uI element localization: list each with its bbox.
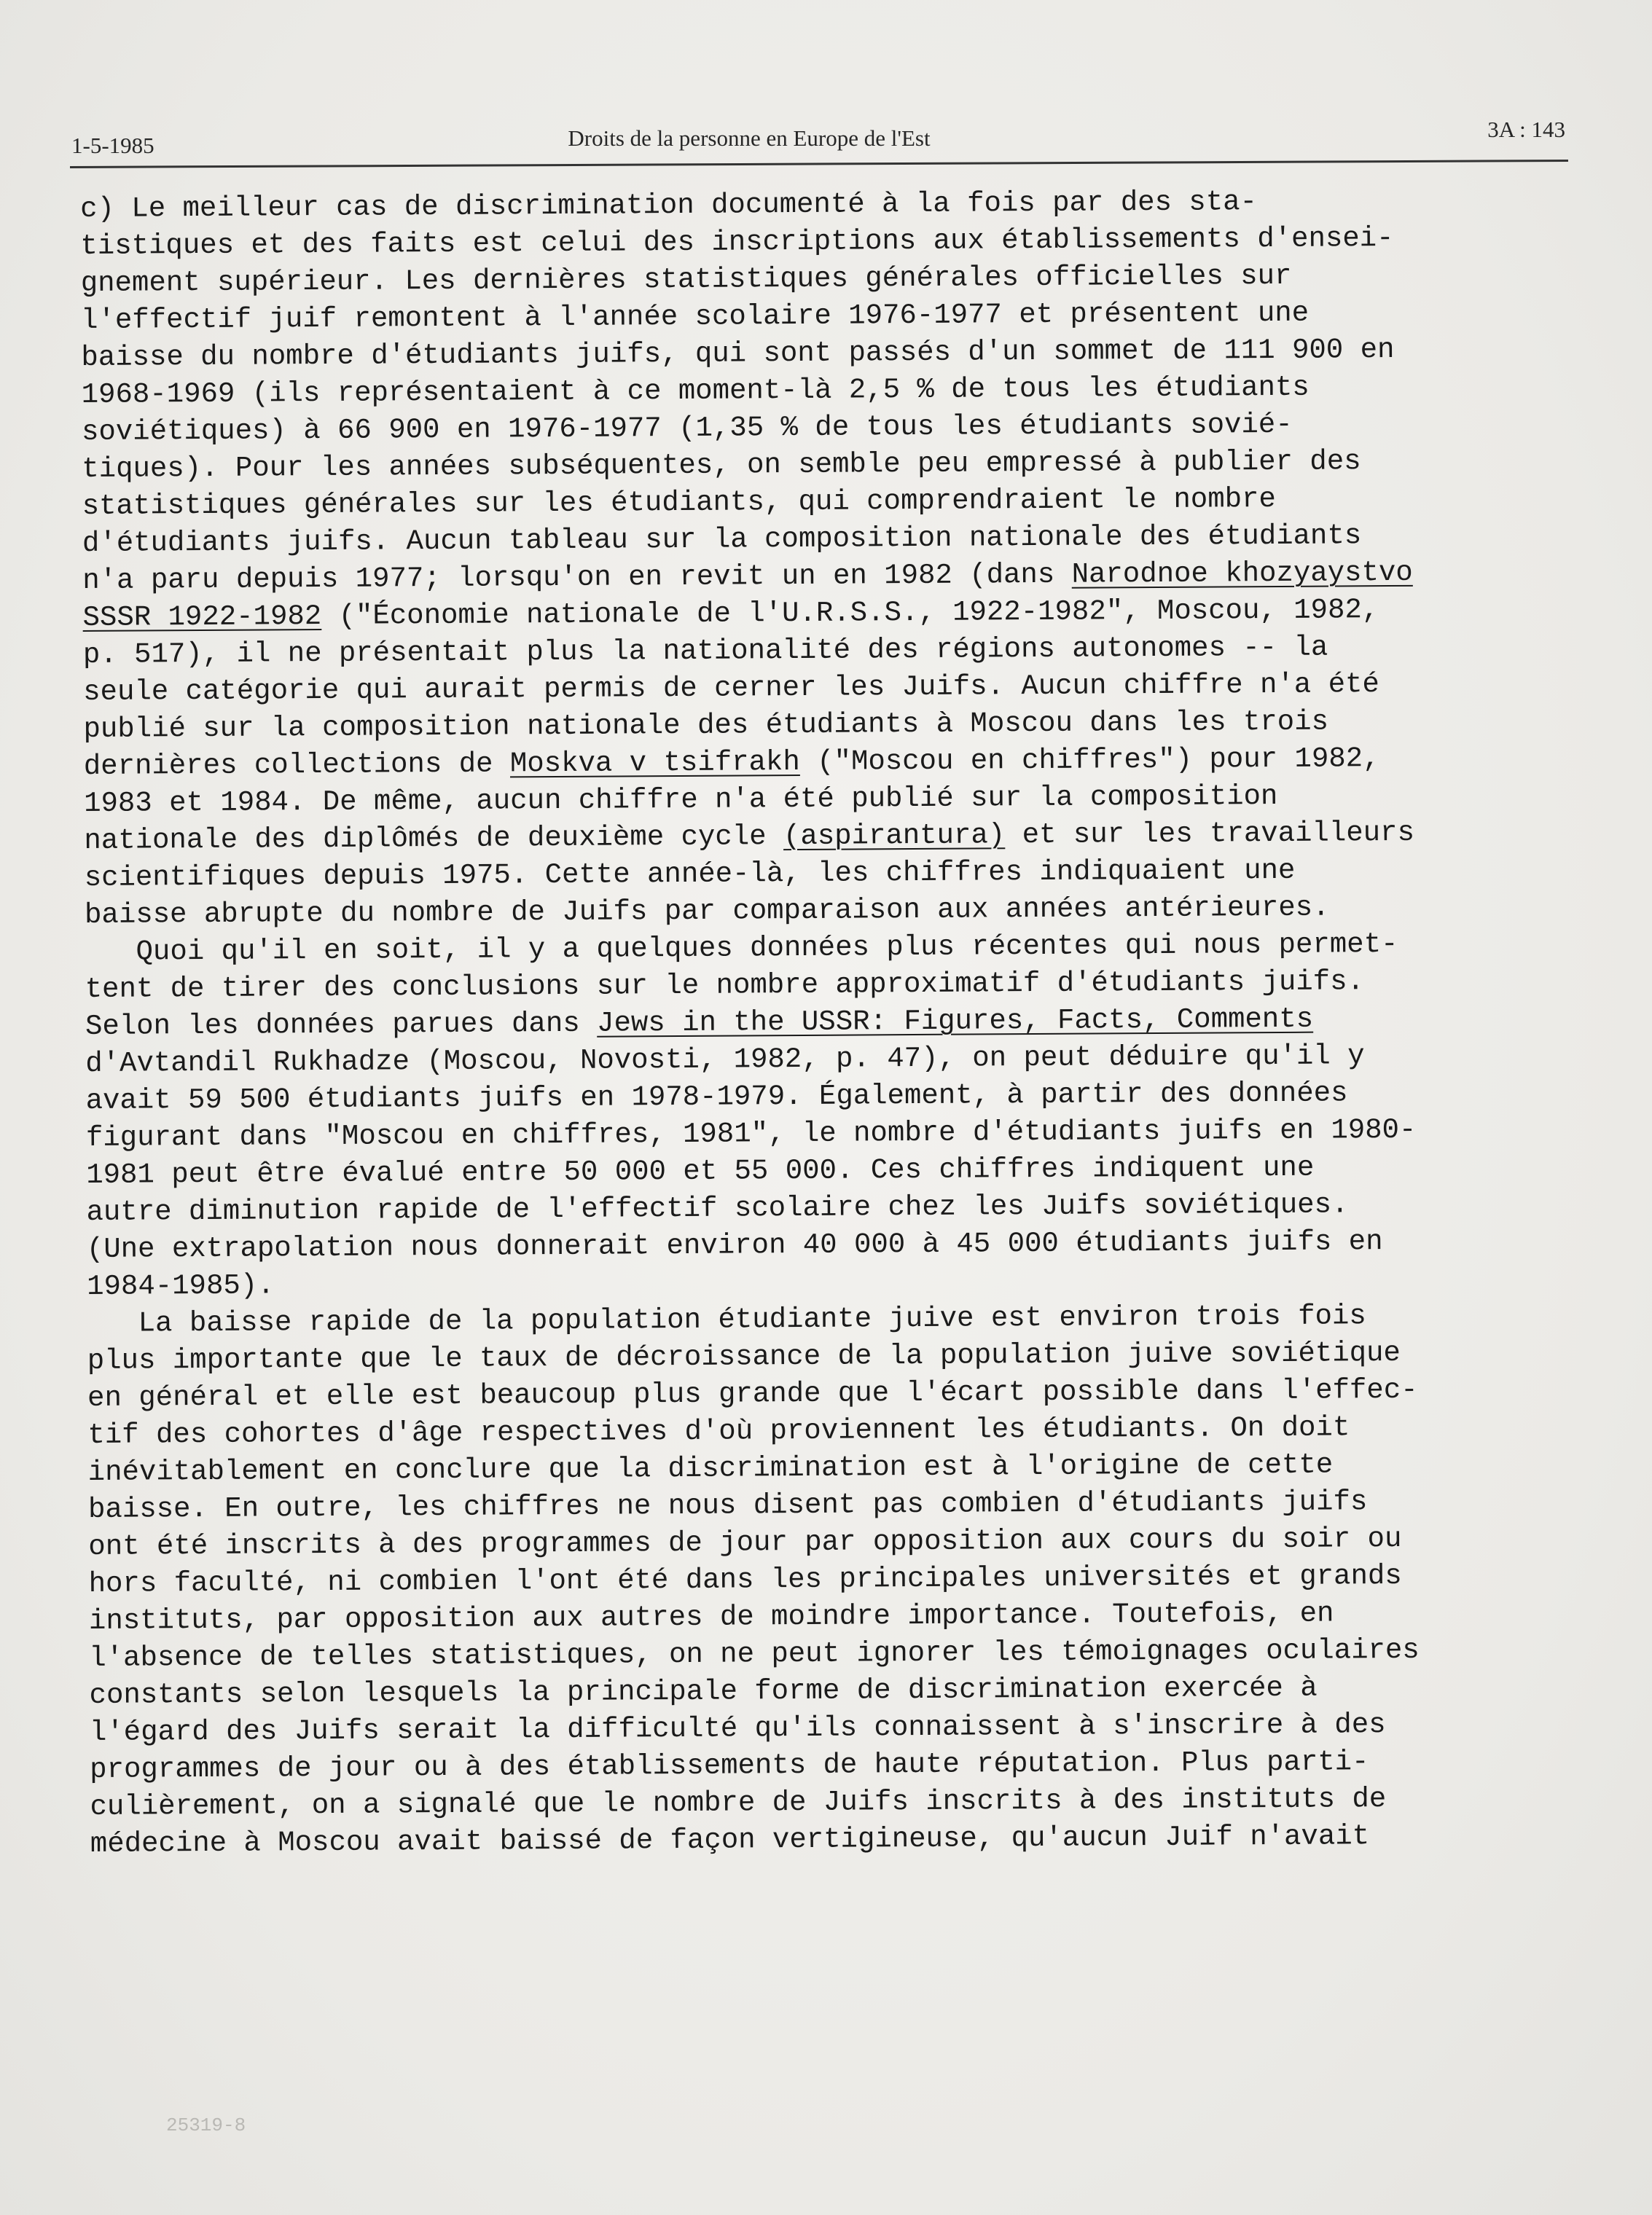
text-segment: baisse. En outre, les chiffres ne nous disent pas combien d'étudiants juifs xyxy=(87,1486,1368,1526)
text-segment: (Une extrapolation nous donnerait environ 40 000 à 45 000 étudiants juifs en xyxy=(86,1226,1383,1266)
paragraph xyxy=(85,925,1566,1306)
text-segment: 1981 peut être évalué entre 50 000 et 55 000. Ces chiffres indiquent une xyxy=(86,1151,1315,1191)
text-segment: 1984-1985). xyxy=(87,1269,275,1303)
footer-code: 25319-8 xyxy=(166,2114,246,2136)
text-segment: culièrement, on a signalé que le nombre de Juifs inscrits à des instituts de xyxy=(90,1783,1387,1823)
underlined-title: Jews in the USSR: Figures, Facts, Comments xyxy=(596,1003,1314,1040)
body-text xyxy=(80,182,1570,1863)
text-segment: avait 59 500 étudiants juifs en 1978-1979. Également, à partir des données xyxy=(85,1077,1348,1117)
text-segment: et sur les travailleurs xyxy=(1005,816,1415,852)
text-segment: ont été inscrits à des programmes de jour par opposition aux cours du soir ou xyxy=(88,1522,1402,1563)
text-segment: figurant dans "Moscou en chiffres, 1981", le nombre d'étudiants juifs en 1980- xyxy=(85,1113,1417,1154)
text-segment: Selon les données parues dans xyxy=(85,1007,598,1043)
text-segment: tent de tirer des conclusions sur le nombre approximatif d'étudiants juifs. xyxy=(85,965,1365,1005)
text-segment: dernières collections de xyxy=(83,748,511,783)
text-segment: statistiques générales sur les étudiants, qui comprendraient le nombre xyxy=(82,482,1277,522)
text-segment: constants selon lesquels la principale forme de discrimination exercée à xyxy=(89,1671,1318,1712)
text-segment: l'égard des Juifs serait la difficulté qu'ils connaissent à s'inscrire à des xyxy=(89,1709,1386,1749)
text-segment: hors faculté, ni combien l'ont été dans les principales universités et grands xyxy=(88,1559,1402,1600)
underlined-title: Narodnoe khozyaystvo xyxy=(1071,556,1413,591)
text-segment: ("Économie nationale de l'U.R.S.S., 1922-1982", Moscou, 1982, xyxy=(321,594,1379,632)
text-segment: baisse du nombre d'étudiants juifs, qui sont passés d'un sommet de 111 900 en xyxy=(81,333,1395,374)
text-segment: baisse abrupte du nombre de Juifs par comparaison aux années antérieures. xyxy=(84,891,1330,931)
text-segment: programmes de jour ou à des établissements de haute réputation. Plus parti- xyxy=(90,1746,1369,1786)
text-segment: La baisse rapide de la population étudiante juive est environ trois fois xyxy=(87,1300,1366,1340)
text-segment: p. 517), il ne présentait plus la nationalité des régions autonomes -- la xyxy=(82,631,1328,671)
underlined-title: Moskva v tsifrakh xyxy=(509,745,800,780)
text-segment: seule catégorie qui aurait permis de cerner les Juifs. Aucun chiffre n'a été xyxy=(83,668,1380,708)
text-segment: 1983 et 1984. De même, aucun chiffre n'a été publié sur la composition xyxy=(84,780,1278,820)
header-page-ref: 3A : 143 xyxy=(1487,117,1565,142)
text-segment: tistiques et des faits est celui des inscriptions aux établissements d'ensei- xyxy=(80,221,1394,262)
text-segment: l'absence de telles statistiques, on ne peut ignorer les témoignages oculaires xyxy=(89,1634,1420,1674)
paragraph xyxy=(80,182,1564,934)
text-segment: médecine à Moscou avait baissé de façon vertigineuse, qu'aucun Juif n'avait xyxy=(90,1820,1370,1860)
text-segment: nationale des diplômés de deuxième cycle xyxy=(84,820,784,857)
text-segment: plus importante que le taux de décroissance de la population juive soviétique xyxy=(87,1336,1401,1377)
header-date: 1-5-1985 xyxy=(71,133,154,158)
underlined-title: SSSR 1922-1982 xyxy=(82,600,322,634)
text-segment: en général et elle est beaucoup plus grande que l'écart possible dans l'effec- xyxy=(87,1373,1418,1414)
text-segment: gnement supérieur. Les dernières statistiques générales officielles sur xyxy=(80,259,1292,299)
paragraph xyxy=(87,1297,1570,1863)
text-segment: c) Le meilleur cas de discrimination documenté à la fois par des sta- xyxy=(80,186,1258,225)
text-segment: inévitablement en conclure que la discrimination est à l'origine de cette xyxy=(87,1448,1334,1489)
text-segment: d'étudiants juifs. Aucun tableau sur la composition nationale des étudiants xyxy=(82,520,1362,560)
text-segment: Quoi qu'il en soit, il y a quelques données plus récentes qui nous permet- xyxy=(85,928,1398,968)
underlined-title: (aspirantura) xyxy=(783,819,1006,853)
text-segment: d'Avtandil Rukhadze (Moscou, Novosti, 1982, p. 47), on peut déduire qu'il y xyxy=(85,1040,1365,1080)
text-segment: tif des cohortes d'âge respectives d'où proviennent les étudiants. On doit xyxy=(87,1411,1350,1451)
text-segment: tiques). Pour les années subséquentes, on semble peu empressé à publier des xyxy=(82,445,1361,485)
text-segment: scientifiques depuis 1975. Cette année-là, les chiffres indiquaient une xyxy=(84,854,1296,894)
text-segment: n'a paru depuis 1977; lorsqu'on en revit un en 1982 (dans xyxy=(82,558,1072,597)
text-segment: publié sur la composition nationale des étudiants à Moscou dans les trois xyxy=(83,705,1329,745)
header-title: Droits de la personne en Europe de l'Est xyxy=(568,125,931,151)
text-segment: ("Moscou en chiffres") pour 1982, xyxy=(799,742,1380,778)
text-segment: soviétiques) à 66 900 en 1976-1977 (1,35 % de tous les étudiants sovié- xyxy=(81,408,1293,448)
text-segment: autre diminution rapide de l'effectif scolaire chez les Juifs soviétiques. xyxy=(86,1188,1349,1228)
text-segment: 1968-1969 (ils représentaient à ce moment-là 2,5 % de tous les étudiants xyxy=(81,371,1310,411)
text-segment: instituts, par opposition aux autres de moindre importance. Toutefois, en xyxy=(88,1597,1334,1637)
text-segment: l'effectif juif remontent à l'année scolaire 1976-1977 et présentent une xyxy=(80,297,1310,337)
